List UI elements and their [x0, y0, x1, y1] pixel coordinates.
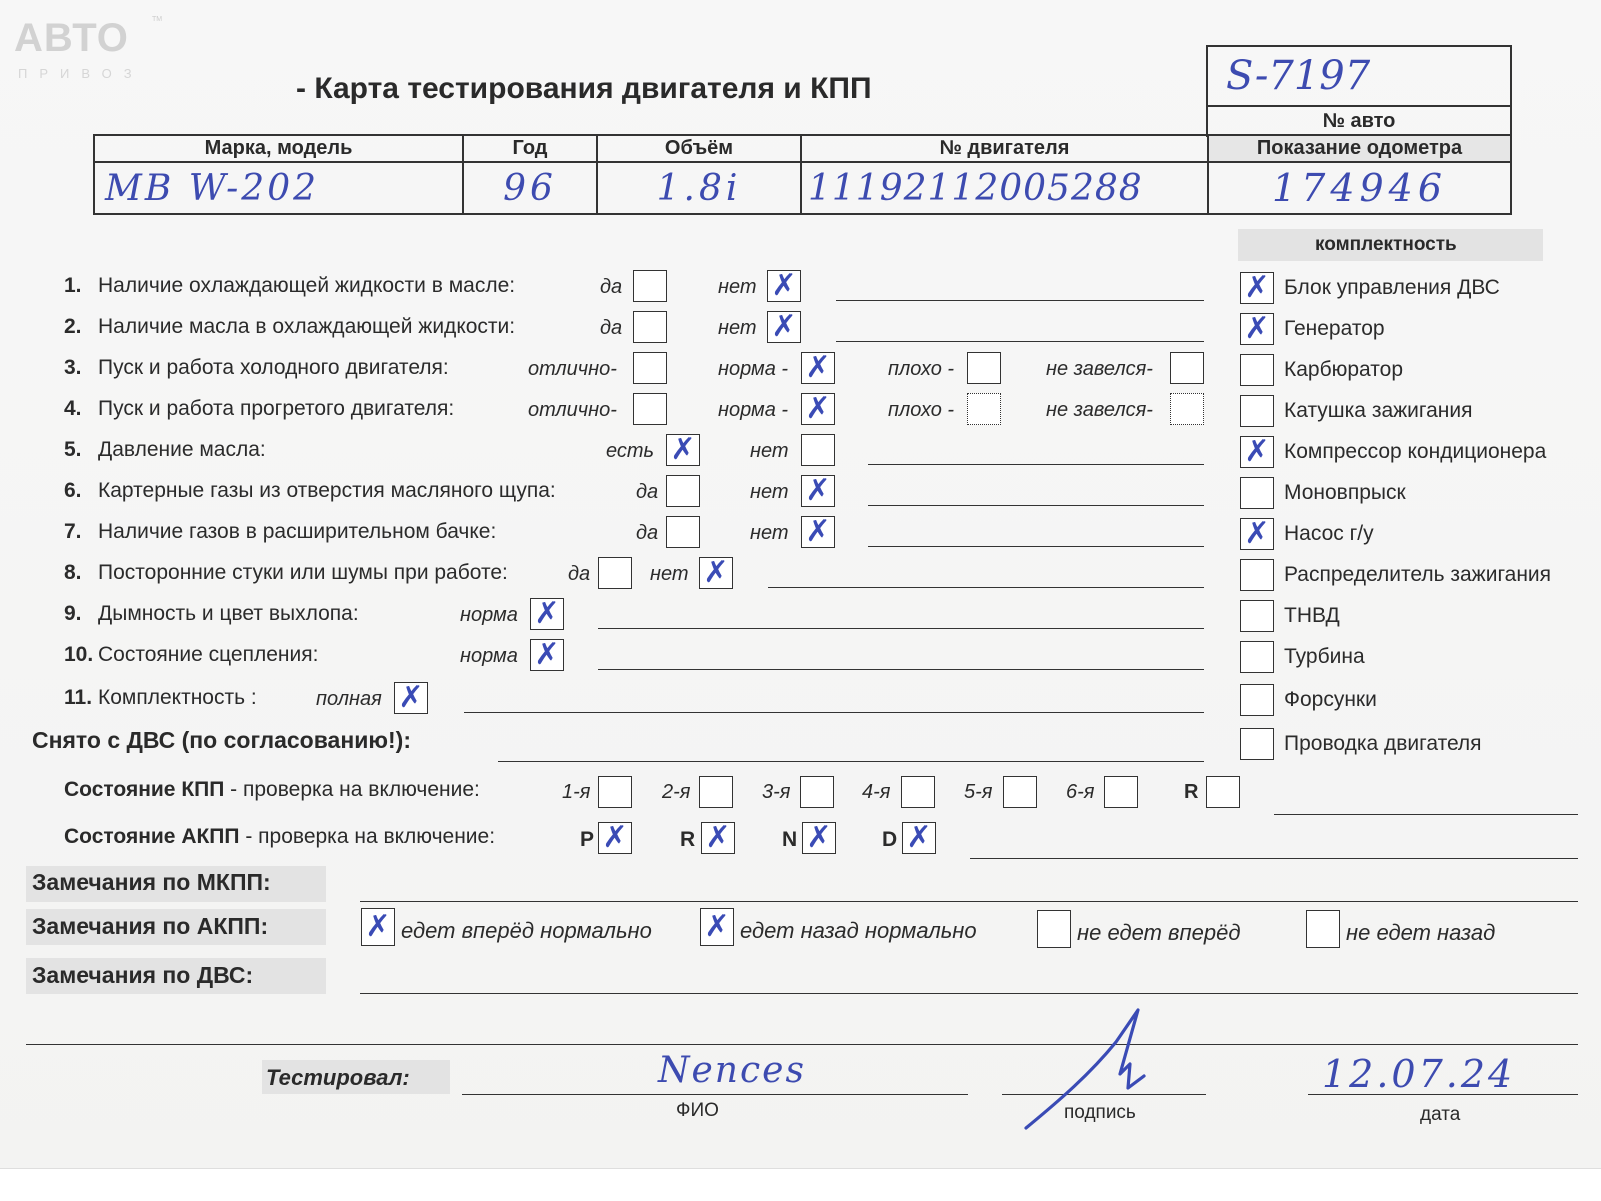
page-title: - Карта тестирования двигателя и КПП — [296, 72, 872, 105]
year-value: 96 — [463, 162, 597, 214]
col-header-engine-number: № двигателя — [801, 135, 1208, 162]
kpp-gear-checkbox-6[interactable] — [1104, 776, 1138, 808]
question-11-note-line — [464, 712, 1204, 713]
completeness-label-8: Распределитель зажигания — [1284, 563, 1552, 586]
kpp-gear-checkbox-7[interactable] — [1206, 776, 1240, 808]
avto-privoz-logo — [14, 16, 164, 86]
question-text-5: Давление масла: — [98, 438, 266, 461]
completeness-checkbox-12[interactable] — [1240, 728, 1274, 760]
question-number-5: 5. — [64, 438, 82, 461]
question-text-9: Дымность и цвет выхлопа: — [98, 602, 359, 625]
completeness-title: комплектность — [1315, 234, 1457, 255]
question-2-option-label-1: да — [600, 317, 623, 339]
question-3-option-label-2: норма - — [718, 358, 789, 380]
question-7-option-label-2: нет — [750, 522, 789, 544]
completeness-label-1: Блок управления ДВС — [1284, 276, 1500, 299]
vehicle-info-table — [93, 134, 1512, 215]
question-3-option-checkbox-2-check-mark: ✗ — [805, 350, 831, 385]
question-8-note-line — [768, 587, 1204, 588]
question-4-option-checkbox-4[interactable] — [1170, 393, 1204, 425]
question-number-6: 6. — [64, 479, 82, 502]
completeness-label-7: Насос г/у — [1284, 522, 1374, 545]
akpp-remark-label-4: не едет назад — [1346, 920, 1496, 945]
question-number-10: 10. — [64, 643, 94, 666]
question-number-4: 4. — [64, 397, 82, 420]
signature-caption: подпись — [1064, 1102, 1136, 1123]
col-header-odometer: Показание одометра — [1208, 135, 1511, 162]
volume-value: 1.8i — [597, 162, 801, 214]
remarks-mkpp-line — [360, 901, 1578, 902]
completeness-label-5: Компрессор кондиционера — [1284, 440, 1547, 463]
kpp-line — [1274, 814, 1578, 815]
question-6-option-label-2: нет — [750, 481, 789, 503]
completeness-label-4: Катушка зажигания — [1284, 399, 1473, 422]
completeness-checkbox-5-check-mark: ✗ — [1244, 434, 1270, 469]
akpp-gear-label-2: R — [680, 828, 696, 851]
kpp-gear-label-6: 6-я — [1066, 781, 1095, 803]
question-3-option-label-1: отлично- — [528, 358, 617, 380]
completeness-checkbox-6[interactable] — [1240, 477, 1274, 509]
question-1-option-label-2: нет — [718, 276, 757, 298]
kpp-gear-checkbox-3[interactable] — [800, 776, 834, 808]
question-4-option-label-2: норма - — [718, 399, 789, 421]
model-value: MB W-202 — [94, 162, 463, 214]
tester-name-value: Nences — [658, 1050, 806, 1091]
question-8-option-label-1: да — [568, 563, 591, 585]
akpp-remark-label-3: не едет вперёд — [1077, 920, 1241, 945]
completeness-label-11: Форсунки — [1284, 688, 1377, 711]
question-6-option-label-1: да — [636, 481, 659, 503]
kpp-gear-label-3: 3-я — [762, 781, 791, 803]
question-4-option-checkbox-3[interactable] — [967, 393, 1001, 425]
question-4-option-label-3: плохо - — [888, 399, 955, 421]
completeness-checkbox-10[interactable] — [1240, 641, 1274, 673]
question-4-option-checkbox-1[interactable] — [633, 393, 667, 425]
question-8-option-checkbox-1[interactable] — [598, 557, 632, 589]
question-4-option-checkbox-2-check-mark: ✗ — [805, 391, 831, 426]
question-number-9: 9. — [64, 602, 82, 625]
remarks-dvs-label: Замечания по ДВС: — [32, 962, 254, 988]
date-caption: дата — [1420, 1104, 1461, 1125]
question-2-option-label-2: нет — [718, 317, 757, 339]
question-5-option-label-2: нет — [750, 440, 789, 462]
akpp-remark-checkbox-1-check-mark: ✗ — [365, 909, 391, 944]
question-7-option-label-1: да — [636, 522, 659, 544]
question-text-10: Состояние сцепления: — [98, 643, 319, 666]
completeness-checkbox-3[interactable] — [1240, 354, 1274, 386]
auto-number-value: S-7197 — [1226, 53, 1371, 99]
completeness-checkbox-1-check-mark: ✗ — [1244, 270, 1270, 305]
auto-number-box — [1206, 45, 1512, 137]
remarks-dvs-line — [360, 993, 1578, 994]
question-text-7: Наличие газов в расширительном бачке: — [98, 520, 497, 543]
akpp-caption — [64, 825, 495, 849]
name-caption: ФИО — [676, 1100, 719, 1121]
question-number-8: 8. — [64, 561, 82, 584]
kpp-gear-label-7: R — [1184, 781, 1199, 803]
question-2-option-checkbox-2-check-mark: ✗ — [771, 309, 797, 344]
removed-label: Снято с ДВС (по согласованию!): — [32, 727, 411, 753]
logo-main-text: АВТО — [14, 16, 129, 60]
completeness-label-3: Карбюратор — [1284, 358, 1404, 381]
kpp-gear-checkbox-5[interactable] — [1003, 776, 1037, 808]
question-number-2: 2. — [64, 315, 82, 338]
question-1-option-checkbox-2-check-mark: ✗ — [771, 268, 797, 303]
auto-number-divider — [1208, 105, 1510, 107]
question-3-option-checkbox-1[interactable] — [633, 352, 667, 384]
kpp-gear-checkbox-2[interactable] — [699, 776, 733, 808]
question-1-note-line — [836, 300, 1204, 301]
completeness-label-6: Моновпрыск — [1284, 481, 1406, 504]
question-8-option-checkbox-2-check-mark: ✗ — [703, 555, 729, 590]
question-5-note-line — [868, 464, 1204, 465]
question-9-option-checkbox-1-check-mark: ✗ — [534, 596, 560, 631]
question-text-3: Пуск и работа холодного двигателя: — [98, 356, 449, 379]
kpp-gear-checkbox-1[interactable] — [598, 776, 632, 808]
akpp-gear-label-3: N — [782, 828, 798, 851]
question-text-8: Посторонние стуки или шумы при работе: — [98, 561, 508, 584]
kpp-gear-label-5: 5-я — [964, 781, 993, 803]
completeness-checkbox-4[interactable] — [1240, 395, 1274, 427]
question-6-note-line — [868, 505, 1204, 506]
completeness-label-10: Турбина — [1284, 645, 1365, 668]
question-6-option-checkbox-1[interactable] — [666, 475, 700, 507]
remarks-extra-line — [26, 1044, 1578, 1045]
question-10-option-checkbox-1-check-mark: ✗ — [534, 637, 560, 672]
kpp-caption — [64, 778, 480, 802]
question-number-11: 11. — [64, 686, 93, 709]
logo-sub-text: ПРИВОЗ — [18, 66, 144, 81]
completeness-label-2: Генератор — [1284, 317, 1385, 340]
paper-bottom-edge — [0, 1168, 1601, 1201]
question-text-4: Пуск и работа прогретого двигателя: — [98, 397, 455, 420]
question-7-option-checkbox-2-check-mark: ✗ — [805, 514, 831, 549]
tested-by-label: Тестировал: — [266, 1065, 410, 1090]
question-2-note-line — [836, 341, 1204, 342]
question-3-option-label-3: плохо - — [888, 358, 955, 380]
col-header-year: Год — [463, 135, 597, 162]
odometer-value: 174946 — [1208, 162, 1511, 214]
akpp-line — [970, 858, 1578, 859]
question-1-option-label-1: да — [600, 276, 623, 298]
question-number-3: 3. — [64, 356, 82, 379]
kpp-title: Состояние КПП — [64, 778, 225, 801]
completeness-label-12: Проводка двигателя — [1284, 732, 1482, 755]
question-4-option-label-1: отлично- — [528, 399, 617, 421]
question-3-option-checkbox-3[interactable] — [967, 352, 1001, 384]
question-11-option-label-1: полная — [316, 688, 382, 710]
completeness-label-9: ТНВД — [1284, 604, 1340, 627]
akpp-gear-label-1: P — [580, 828, 595, 851]
question-4-option-label-4: не завелся- — [1046, 399, 1153, 421]
akpp-title: Состояние АКПП — [64, 825, 240, 848]
question-11-option-checkbox-1-check-mark: ✗ — [398, 680, 424, 715]
question-9-option-label-1: норма — [460, 604, 518, 626]
akpp-gear-checkbox-3-check-mark: ✗ — [806, 820, 832, 855]
question-5-option-checkbox-2[interactable] — [801, 434, 835, 466]
completeness-checkbox-9[interactable] — [1240, 600, 1274, 632]
remarks-mkpp-label: Замечания по МКПП: — [32, 869, 271, 895]
kpp-gear-label-1: 1-я — [562, 781, 591, 803]
akpp-gear-label-4: D — [882, 828, 898, 851]
question-7-option-checkbox-1[interactable] — [666, 516, 700, 548]
question-number-1: 1. — [64, 274, 82, 297]
kpp-gear-label-2: 2-я — [662, 781, 691, 803]
col-header-volume: Объём — [597, 135, 801, 162]
removed-line — [498, 761, 1204, 762]
kpp-gear-label-4: 4-я — [862, 781, 891, 803]
akpp-remark-checkbox-3[interactable] — [1037, 910, 1071, 948]
question-text-2: Наличие масла в охлаждающей жидкости: — [98, 315, 516, 338]
col-header-model: Марка, модель — [94, 135, 463, 162]
question-6-option-checkbox-2-check-mark: ✗ — [805, 473, 831, 508]
remarks-akpp-label: Замечания по АКПП: — [32, 913, 269, 939]
question-9-note-line — [598, 628, 1204, 629]
question-2-option-checkbox-1[interactable] — [633, 311, 667, 343]
akpp-remark-label-2: едет назад нормально — [740, 918, 977, 943]
question-10-note-line — [598, 669, 1204, 670]
akpp-gear-checkbox-4-check-mark: ✗ — [906, 820, 932, 855]
question-3-option-checkbox-4[interactable] — [1170, 352, 1204, 384]
question-7-note-line — [868, 546, 1204, 547]
completeness-checkbox-2-check-mark: ✗ — [1244, 311, 1270, 346]
completeness-checkbox-7-check-mark: ✗ — [1244, 516, 1270, 551]
auto-number-label: № авто — [1322, 110, 1396, 132]
question-text-1: Наличие охлаждающей жидкости в масле: — [98, 274, 516, 297]
akpp-gear-checkbox-2-check-mark: ✗ — [705, 820, 731, 855]
engine-number-value: 11192112005288 — [801, 162, 1208, 214]
question-10-option-label-1: норма — [460, 645, 518, 667]
akpp-subtitle: - проверка на включение: — [245, 825, 496, 848]
question-8-option-label-2: нет — [650, 563, 689, 585]
akpp-remark-checkbox-2-check-mark: ✗ — [704, 909, 730, 944]
question-3-option-label-4: не завелся- — [1046, 358, 1153, 380]
akpp-remark-label-1: едет вперёд нормально — [401, 918, 652, 943]
date-value: 12.07.24 — [1322, 1052, 1516, 1096]
completeness-checkbox-8[interactable] — [1240, 559, 1274, 591]
question-5-option-label-1: есть — [606, 440, 655, 462]
kpp-subtitle: - проверка на включение: — [230, 778, 480, 801]
question-number-7: 7. — [64, 520, 82, 543]
completeness-checkbox-11[interactable] — [1240, 684, 1274, 716]
name-line — [462, 1094, 968, 1095]
akpp-gear-checkbox-1-check-mark: ✗ — [602, 820, 628, 855]
akpp-remark-checkbox-4[interactable] — [1306, 910, 1340, 948]
kpp-gear-checkbox-4[interactable] — [901, 776, 935, 808]
logo-tm: TM — [152, 16, 163, 23]
question-5-option-checkbox-1-check-mark: ✗ — [670, 432, 696, 467]
question-text-6: Картерные газы из отверстия масляного щупа: — [98, 479, 556, 502]
question-1-option-checkbox-1[interactable] — [633, 270, 667, 302]
question-text-11: Комплектность : — [98, 686, 257, 709]
